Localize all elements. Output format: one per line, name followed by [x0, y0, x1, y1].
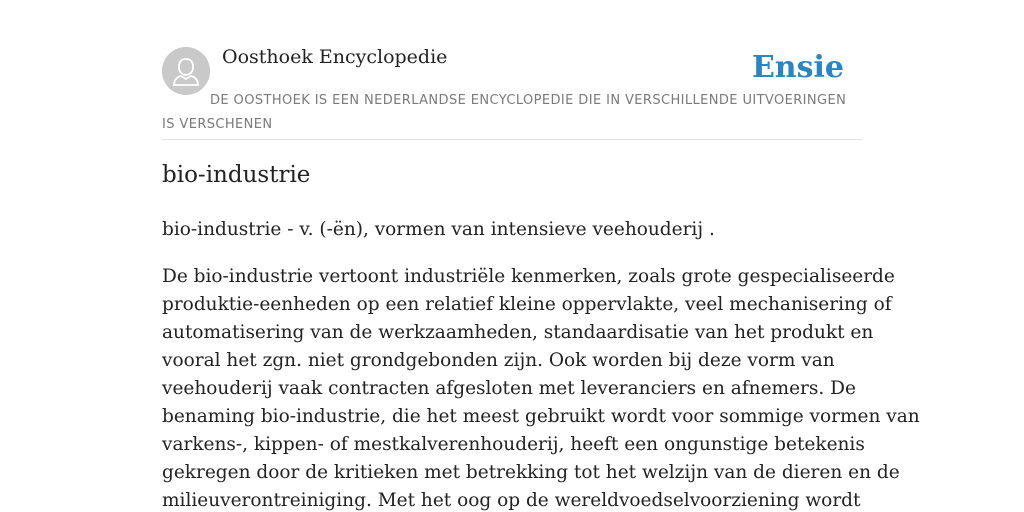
body-line: varkens-, kippen- of mestkalverenhouderij, heeft een ongunstige betekenis: [162, 434, 865, 455]
entry-title: bio-industrie: [162, 162, 311, 188]
body-line: vooral het zgn. niet grondgebonden zijn. Ook worden bij deze vorm van: [162, 350, 835, 371]
entry-body: [162, 263, 920, 512]
ensie-logo-link[interactable]: Ensie: [751, 50, 844, 85]
body-line: De bio-industrie vertoont industriële kenmerken, zoals grote gespecialiseerde: [162, 266, 895, 287]
page-container: [162, 0, 920, 511]
entry-definition: bio-industrie - v. (-ën), vormen van intensieve veehouderij .: [162, 219, 715, 240]
body-line: produktie-eenheden op een relatief kleine oppervlakte, veel mechanisering of: [162, 294, 892, 315]
body-line: veehouderij vaak contracten afgesloten met leveranciers en afnemers. De: [162, 378, 856, 399]
user-avatar-icon[interactable]: [162, 47, 210, 95]
source-title[interactable]: Oosthoek Encyclopedie: [222, 46, 448, 68]
body-line: benaming bio-industrie, die het meest gebruikt wordt voor sommige vormen van: [162, 406, 920, 427]
source-header: [162, 0, 862, 140]
body-line: milieuverontreiniging. Met het oog op de wereldvoedselvoorziening wordt: [162, 490, 861, 511]
source-description: DE OOSTHOEK IS EEN NEDERLANDSE ENCYCLOPEDIE DIE IN VERSCHILLENDE UITVOERINGEN IS VERSCHENEN: [162, 93, 847, 132]
body-line: automatisering van de werkzaamheden, standaardisatie van het produkt en: [162, 322, 874, 343]
body-line: gekregen door de kritieken met betrekking tot het welzijn van de dieren en de: [162, 462, 900, 483]
